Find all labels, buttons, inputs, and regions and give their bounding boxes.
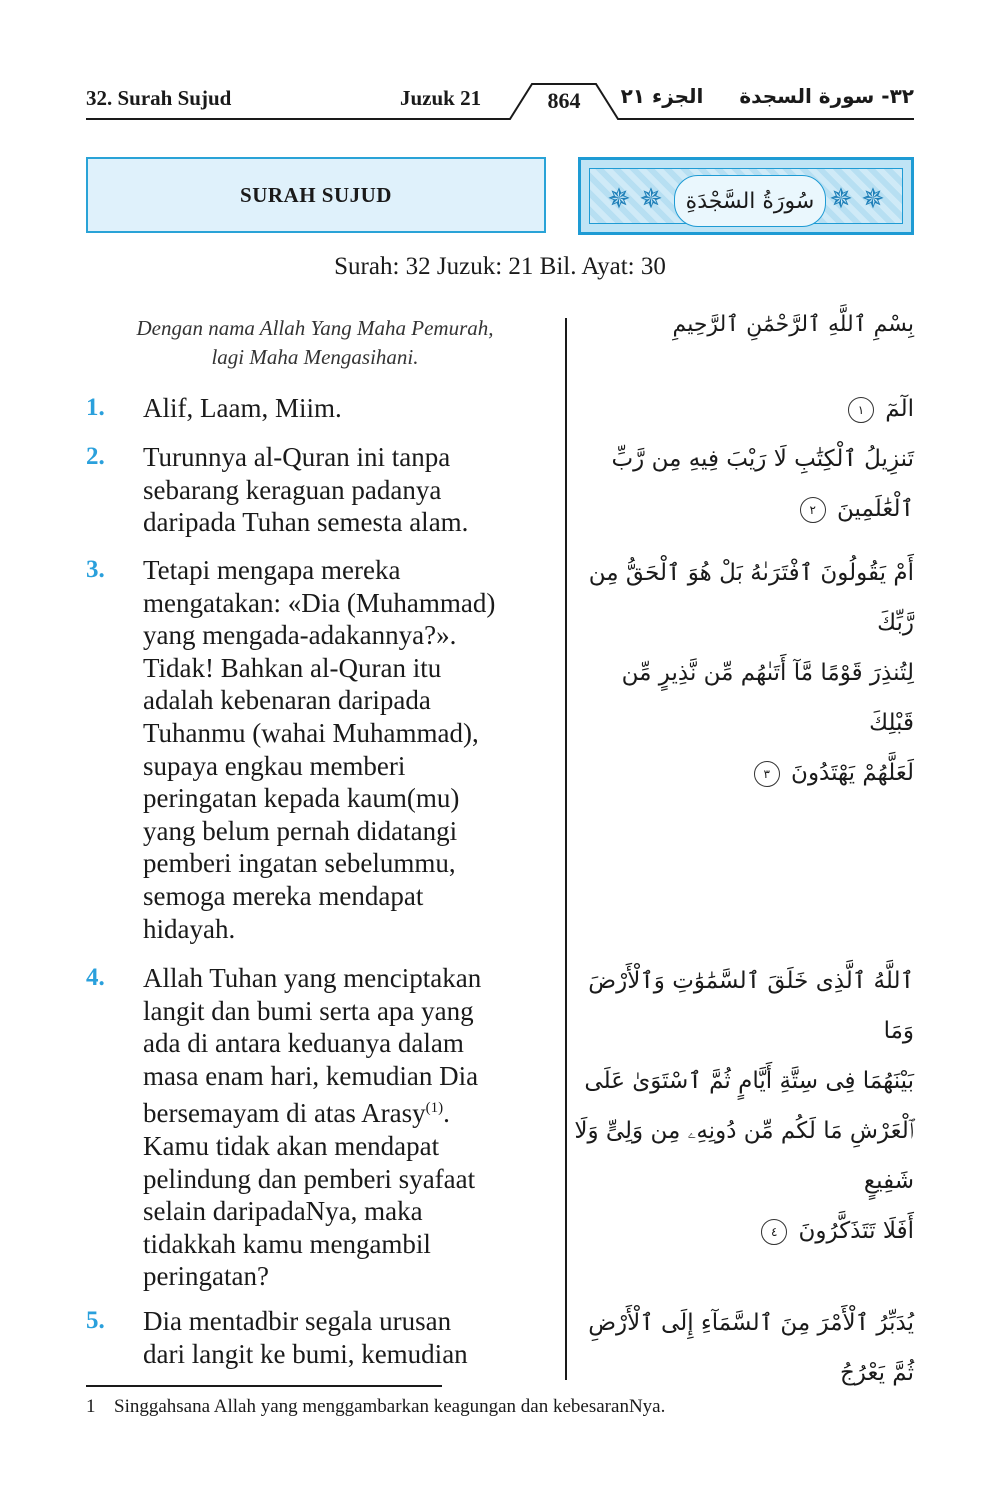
basmala-arabic: بِسْمِ ٱللَّهِ ٱلرَّحْمَٰنِ ٱلرَّحِيمِ [672, 312, 914, 337]
verse-4-arabic: ٱللَّهُ ٱلَّذِى خَلَقَ ٱلسَّمَٰوَٰتِ وَٱلْأَرْضَ وَمَا بَيْنَهُمَا فِى سِتَّةِ أَيَّامٍ ثُمَّ ٱسْتَوَىٰ عَلَى ٱلْعَرْشِ مَا لَكُم مِّن دُونِهِۦ مِن وَلِىٍّ وَلَا شَفِيعٍ أَفَلَا تَتَذَكَّرُونَ ٤ [574, 968, 914, 1244]
ayah-end-marker: ٤ [761, 1219, 787, 1245]
header-arabic-surah: ٣٢- سورة السجدة [739, 84, 914, 108]
verse-2-translation: Turunnya al-Quran ini tanpa sebarang keraguan padanya daripada Tuhan semesta alam. [143, 442, 469, 538]
surah-info-line: Surah: 32 Juzuk: 21 Bil. Ayat: 30 [334, 253, 666, 280]
verse-1-translation: Alif, Laam, Miim. [143, 393, 342, 423]
footnote [86, 1396, 665, 1418]
ayah-end-marker: ١ [848, 397, 874, 423]
verse-4-translation: Allah Tuhan yang menciptakan langit dan bumi serta apa yang ada di antara keduanya dalam masa enam hari, kemudian Dia bersemayam di atas Arasy$^{(1)}$. Kamu tidak akan mendapat pelindung dan pemberi syafaat selain daripadaNya, maka tidakkah kamu mengambil peringatan? [143, 963, 482, 1292]
ayah-end-marker: ٣ [754, 761, 780, 787]
verse-3-arabic: أَمْ يَقُولُونَ ٱفْتَرَىٰهُ بَلْ هُوَ ٱلْحَقُّ مِن رَّبِّكَ لِتُنذِرَ قَوْمًا مَّآ أَتَىٰهُم مِّن نَّذِيرٍ مِّن قَبْلِكَ لَعَلَّهُمْ يَهْتَدُونَ ٣ [588, 560, 914, 786]
header-arabic-juz: الجزء ٢١ [620, 84, 704, 108]
verse-number-3: 3. [86, 556, 105, 583]
ornament-pattern [589, 168, 903, 224]
basmala-translation: Dengan nama Allah Yang Maha Pemurah, lagi Maha Mengasihani. [136, 316, 494, 369]
footnote-number: 1 [86, 1396, 96, 1417]
verse-5-arabic: يُدَبِّرُ ٱلْأَمْرَ مِنَ ٱلسَّمَآءِ إِلَى ٱلْأَرْضِ ثُمَّ يَعْرُجُ [588, 1310, 914, 1386]
star-ornament-icon: ✵ [639, 184, 663, 215]
verse-3-translation: Tetapi mengapa mereka mengatakan: «Dia (Muhammad) yang mengada-adakannya?». Tidak! Bahkan al-Quran itu adalah kebenaran daripada Tuhanmu (wahai Muhammad), supaya engkau memberi peringatan kepada kaum(mu) yang belum pernah didatangi pemberi ingatan sebelummu, semoga mereka mendapat hidayah. [143, 555, 496, 944]
star-ornament-icon: ✵ [829, 184, 853, 215]
ornament-cartouche [674, 175, 826, 227]
header-juzuk-label: Juzuk 21 [400, 86, 482, 110]
footnote-text: Singgahsana Allah yang menggambarkan keagungan dan kebesaranNya. [114, 1396, 666, 1417]
verse-5-translation: Dia mentadbir segala urusan dari langit ke bumi, kemudian [143, 1306, 468, 1369]
footnote-ref: (1) [425, 1100, 444, 1117]
verse-1-arabic: الٓمٓ ١ [572, 384, 914, 434]
footnote-rule [86, 1385, 442, 1387]
verse-number-4: 4. [86, 964, 105, 991]
verse-number-2: 2. [86, 443, 105, 470]
header-surah-label: 32. Surah Sujud [86, 86, 232, 110]
verse-2-arabic: تَنزِيلُ ٱلْكِتَٰبِ لَا رَيْبَ فِيهِ مِن رَّبِّ ٱلْعَٰلَمِينَ ٢ [611, 446, 914, 522]
verse-number-5: 5. [86, 1307, 105, 1334]
column-divider [565, 318, 567, 1380]
surah-title-box [86, 157, 546, 233]
surah-title: SURAH SUJUD [240, 182, 392, 207]
ornament-arabic-title: سُورَةُ السَّجْدَةِ [685, 188, 815, 214]
ayah-end-marker: ٢ [800, 497, 826, 523]
star-ornament-icon: ✵ [861, 184, 885, 215]
verse-number-1: 1. [86, 394, 105, 421]
surah-ornament-panel [578, 157, 914, 235]
header-rule [0, 0, 1000, 140]
page-number: 864 [547, 88, 581, 113]
star-ornament-icon: ✵ [607, 184, 631, 215]
